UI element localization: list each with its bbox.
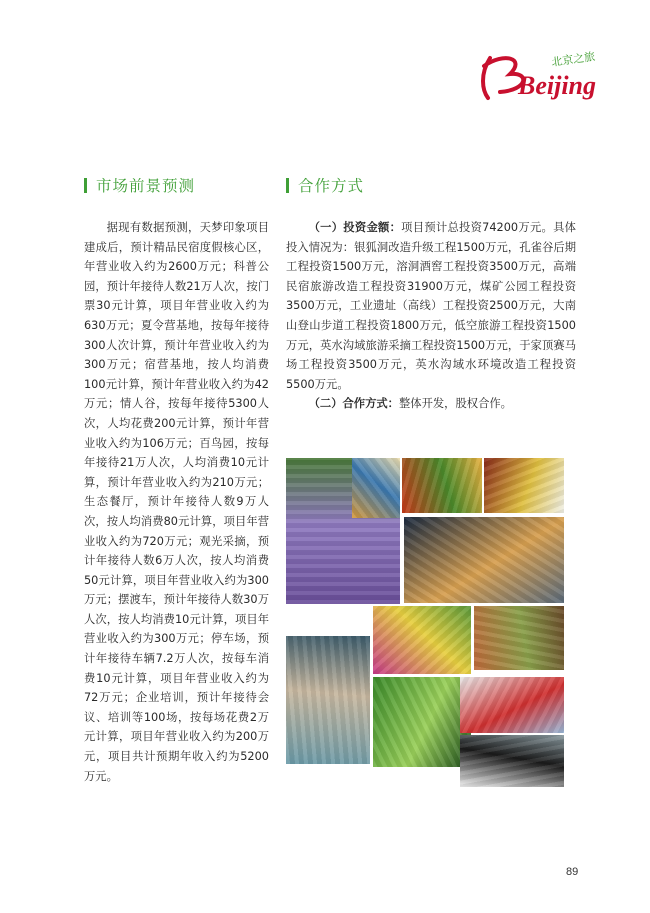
market-forecast-title: 市场前景预测 (96, 177, 196, 195)
investment-label: （一）投资金额： (308, 221, 402, 234)
cooperation-title: 合作方式 (298, 177, 365, 195)
cooperation-paragraph (286, 394, 576, 414)
cranes-icon (460, 735, 564, 787)
flowers-icon (373, 606, 471, 674)
cooperation-label: （二）合作方式： (308, 397, 399, 411)
apples-icon (402, 458, 482, 513)
photo-apple-orchard (402, 458, 482, 513)
people-icon (460, 677, 564, 733)
photo-travel-poster (352, 458, 400, 518)
village-icon (404, 517, 564, 603)
poster-icon (352, 458, 400, 518)
deer-icon (474, 606, 564, 670)
photo-cranes (460, 735, 564, 787)
cooperation-heading (286, 176, 576, 194)
investment-text: 项目预计总投资74200万元。具体投入情况为：银狐洞改造升级工程1500万元，孔雀谷后期工程投资1500万元，溶洞酒窖工程投资3500万元，高端民宿旅游改造工程投资31900万元，煤矿公园工程投资3500万元，工业遗址（高线）工程投资2500万元，大南山登山步道工程投资1800万元，低空旅游工程投资1500万元，英水沟域旅游采摘工程投资1500万元，于家顶赛马场工程投资3500万元，英水沟域水环境改造工程投资5500万元。 (286, 221, 576, 391)
bamboo-icon (373, 677, 471, 767)
food-icon (484, 458, 564, 513)
photo-flower-fields (373, 606, 471, 674)
photo-grilled-food (484, 458, 564, 513)
photo-village-night (404, 517, 564, 603)
market-forecast-section (84, 176, 269, 786)
photo-group-cheer (460, 677, 564, 733)
logo-latin-text: Beijing (518, 71, 597, 100)
photo-deer-forest (474, 606, 564, 670)
beijing-logo-icon (470, 44, 610, 104)
heading-bar (84, 178, 87, 193)
collage-icon (286, 636, 370, 764)
photo-bamboo-forest (373, 677, 471, 767)
photo-activity-collage (286, 636, 370, 764)
investment-paragraph (286, 218, 576, 394)
logo-chinese-text: 北京之旅 (550, 49, 596, 69)
beijing-logo (470, 44, 610, 104)
cooperation-text: 整体开发，股权合作。 (398, 397, 512, 411)
market-forecast-body: 据现有数据预测，天梦印象项目建成后，预计精品民宿度假核心区，年营业收入约为2600万元；科普公园，预计年接待人数21万人次，按门票30元计算，项目年营业收入约为630万元；夏令营基地，按每年接待300人次计算，预计年营业收入约为300万元；宿营基地，按人均消费100元计算，预计年营业收入约为42万元；情人谷，按每年接待5300人次，人均花费200元计算，预计年营业收入约为106万元；百鸟园，按每年接待21万人次，人均消费10元计算，预计年营业收入约为210万元；生态餐厅，预计年接待人数9万人次，按人均消费80元计算，项目年营业收入约为720万元；观光采摘，预计年接待人数6万人次，按人均消费50元计算，项目年营业收入约为300万元；摆渡车，预计年接待人数30万人次，按人均消费10元计算，项目年营业收入约为300万元；停车场，预计年接待车辆7.2万人次，按每车消费10元计算，项目年营业收入约为72万元；企业培训，预计年接待会议、培训等100场，按每场花费2万元计算，项目年营业收入约为200万元，项目共计预期年收入约为5200万元。 (84, 221, 269, 783)
cooperation-section (286, 176, 576, 414)
heading-bar (286, 178, 289, 193)
page-number: 89 (566, 866, 579, 878)
market-forecast-heading (84, 176, 269, 194)
